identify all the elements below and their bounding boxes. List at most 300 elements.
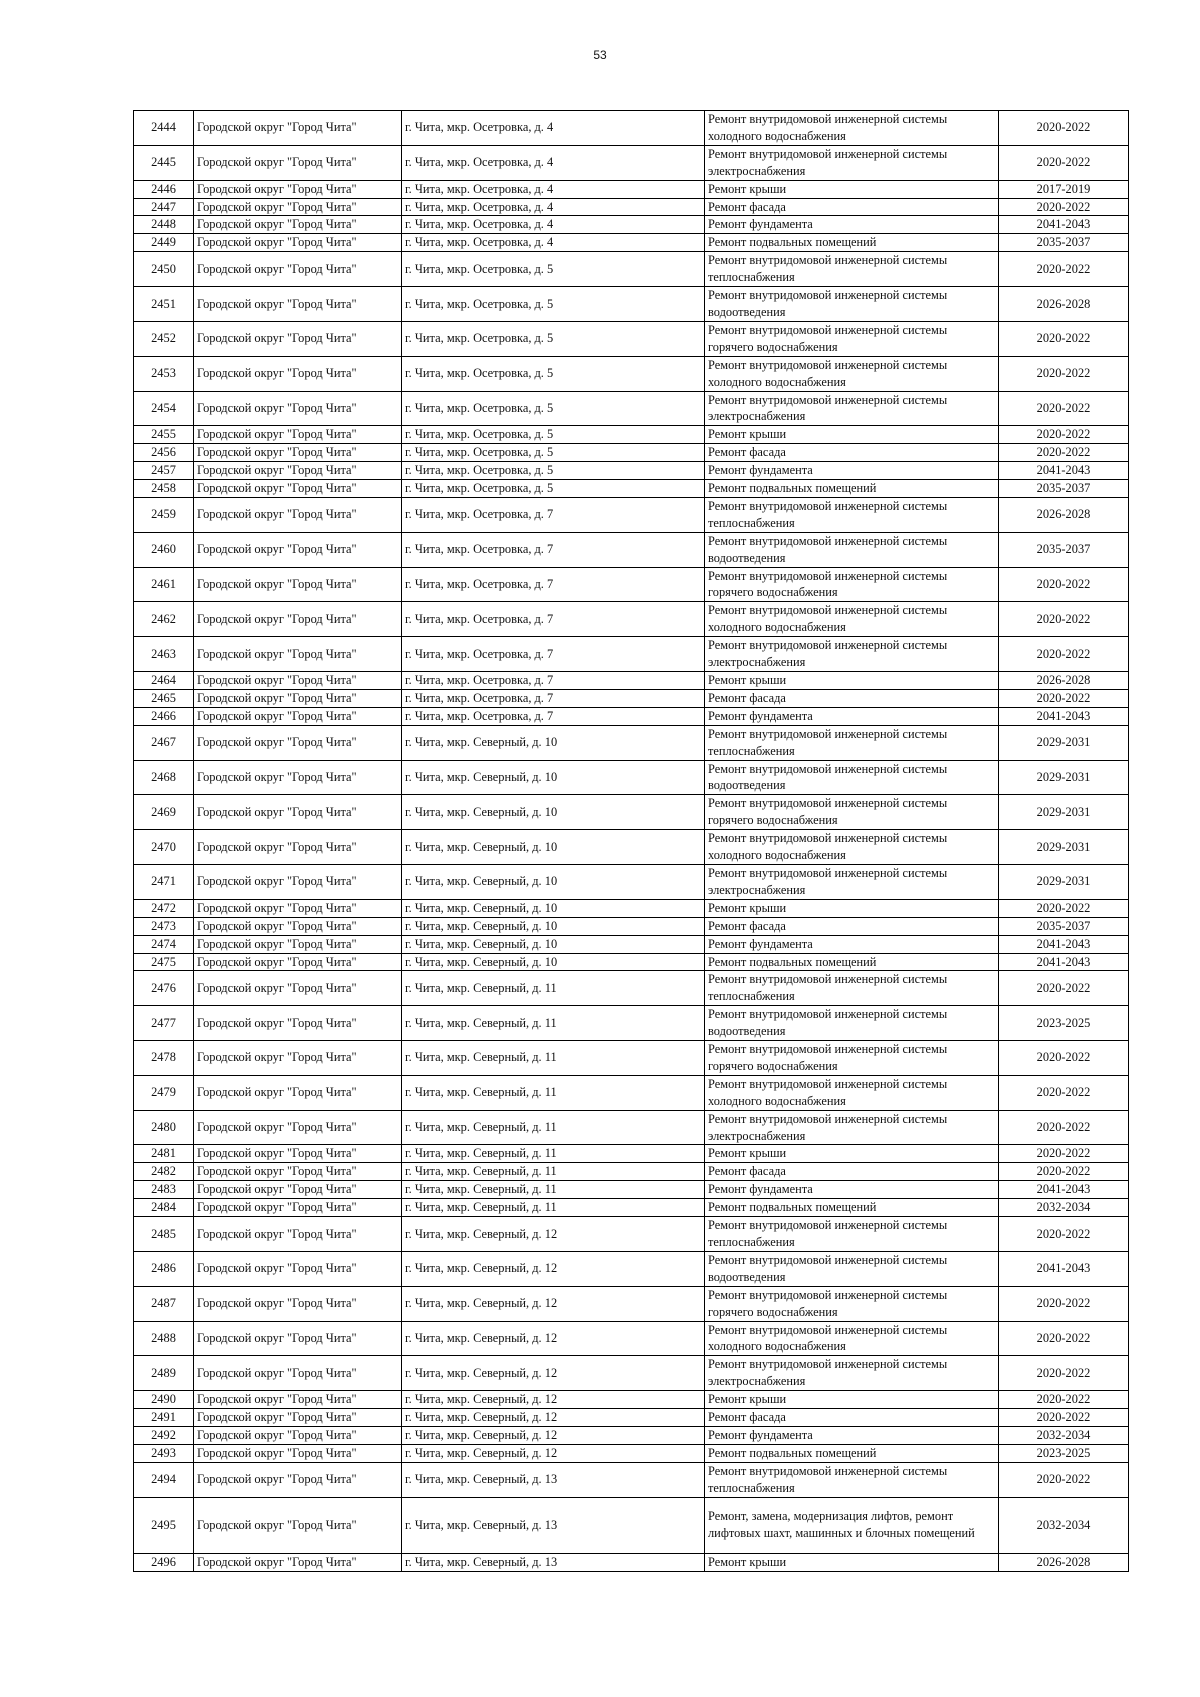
municipality-cell: Городской округ "Город Чита": [194, 1217, 402, 1252]
work-type-cell: Ремонт внутридомовой инженерной системы горячего водоснабжения: [705, 1041, 999, 1076]
work-type-cell: Ремонт крыши: [705, 1391, 999, 1409]
period-cell: 2020-2022: [999, 567, 1129, 602]
address-cell: г. Чита, мкр. Осетровка, д. 4: [402, 111, 705, 146]
period-cell: 2020-2022: [999, 689, 1129, 707]
table-row: [134, 1041, 1129, 1076]
address-cell: г. Чита, мкр. Осетровка, д. 5: [402, 462, 705, 480]
municipality-cell: Городской округ "Город Чита": [194, 426, 402, 444]
row-number-cell: 2476: [134, 971, 194, 1006]
address-cell: г. Чита, мкр. Осетровка, д. 5: [402, 444, 705, 462]
period-cell: 2020-2022: [999, 1145, 1129, 1163]
address-cell: г. Чита, мкр. Осетровка, д. 7: [402, 497, 705, 532]
work-type-cell: Ремонт внутридомовой инженерной системы электроснабжения: [705, 391, 999, 426]
period-cell: 2020-2022: [999, 1462, 1129, 1497]
repair-schedule-table: [133, 110, 1129, 1572]
table-row: [134, 1321, 1129, 1356]
municipality-cell: Городской округ "Город Чита": [194, 497, 402, 532]
municipality-cell: Городской округ "Город Чита": [194, 145, 402, 180]
municipality-cell: Городской округ "Город Чита": [194, 917, 402, 935]
work-type-cell: Ремонт внутридомовой инженерной системы водоотведения: [705, 1251, 999, 1286]
row-number-cell: 2486: [134, 1251, 194, 1286]
work-type-cell: Ремонт крыши: [705, 899, 999, 917]
municipality-cell: Городской округ "Город Чита": [194, 234, 402, 252]
work-type-cell: Ремонт фундамента: [705, 462, 999, 480]
address-cell: г. Чита, мкр. Северный, д. 10: [402, 830, 705, 865]
period-cell: 2041-2043: [999, 953, 1129, 971]
address-cell: г. Чита, мкр. Северный, д. 11: [402, 1199, 705, 1217]
municipality-cell: Городской округ "Город Чита": [194, 1321, 402, 1356]
row-number-cell: 2477: [134, 1006, 194, 1041]
period-cell: 2032-2034: [999, 1199, 1129, 1217]
table-row: [134, 1163, 1129, 1181]
work-type-cell: Ремонт внутридомовой инженерной системы теплоснабжения: [705, 252, 999, 287]
row-number-cell: 2447: [134, 198, 194, 216]
row-number-cell: 2445: [134, 145, 194, 180]
work-type-cell: Ремонт фундамента: [705, 1181, 999, 1199]
period-cell: 2041-2043: [999, 707, 1129, 725]
period-cell: 2020-2022: [999, 252, 1129, 287]
municipality-cell: Городской округ "Город Чита": [194, 252, 402, 287]
municipality-cell: Городской округ "Город Чита": [194, 287, 402, 322]
address-cell: г. Чита, мкр. Северный, д. 13: [402, 1462, 705, 1497]
work-type-cell: Ремонт внутридомовой инженерной системы теплоснабжения: [705, 497, 999, 532]
row-number-cell: 2455: [134, 426, 194, 444]
address-cell: г. Чита, мкр. Северный, д. 10: [402, 795, 705, 830]
period-cell: 2020-2022: [999, 1075, 1129, 1110]
municipality-cell: Городской округ "Город Чита": [194, 1497, 402, 1553]
work-type-cell: Ремонт внутридомовой инженерной системы электроснабжения: [705, 1110, 999, 1145]
address-cell: г. Чита, мкр. Северный, д. 12: [402, 1426, 705, 1444]
work-type-cell: Ремонт фасада: [705, 1409, 999, 1427]
row-number-cell: 2468: [134, 760, 194, 795]
table-row: [134, 971, 1129, 1006]
period-cell: 2041-2043: [999, 1251, 1129, 1286]
row-number-cell: 2487: [134, 1286, 194, 1321]
row-number-cell: 2491: [134, 1409, 194, 1427]
work-type-cell: Ремонт фасада: [705, 1163, 999, 1181]
table-row: [134, 1251, 1129, 1286]
work-type-cell: Ремонт фасада: [705, 689, 999, 707]
row-number-cell: 2474: [134, 935, 194, 953]
municipality-cell: Городской округ "Город Чита": [194, 480, 402, 498]
row-number-cell: 2479: [134, 1075, 194, 1110]
table-row: [134, 321, 1129, 356]
row-number-cell: 2449: [134, 234, 194, 252]
address-cell: г. Чита, мкр. Осетровка, д. 7: [402, 567, 705, 602]
address-cell: г. Чита, мкр. Осетровка, д. 4: [402, 216, 705, 234]
row-number-cell: 2458: [134, 480, 194, 498]
table-row: [134, 145, 1129, 180]
row-number-cell: 2460: [134, 532, 194, 567]
table-row: [134, 899, 1129, 917]
row-number-cell: 2453: [134, 356, 194, 391]
period-cell: 2020-2022: [999, 198, 1129, 216]
table-row: [134, 356, 1129, 391]
period-cell: 2032-2034: [999, 1426, 1129, 1444]
period-cell: 2020-2022: [999, 391, 1129, 426]
table-row: [134, 1444, 1129, 1462]
table-row: [134, 1409, 1129, 1427]
address-cell: г. Чита, мкр. Осетровка, д. 7: [402, 637, 705, 672]
table-row: [134, 1391, 1129, 1409]
table-row: [134, 637, 1129, 672]
row-number-cell: 2492: [134, 1426, 194, 1444]
period-cell: 2020-2022: [999, 1356, 1129, 1391]
municipality-cell: Городской округ "Город Чита": [194, 637, 402, 672]
address-cell: г. Чита, мкр. Осетровка, д. 5: [402, 321, 705, 356]
row-number-cell: 2457: [134, 462, 194, 480]
table-row: [134, 532, 1129, 567]
row-number-cell: 2461: [134, 567, 194, 602]
row-number-cell: 2471: [134, 864, 194, 899]
row-number-cell: 2466: [134, 707, 194, 725]
address-cell: г. Чита, мкр. Осетровка, д. 5: [402, 391, 705, 426]
period-cell: 2029-2031: [999, 864, 1129, 899]
period-cell: 2020-2022: [999, 444, 1129, 462]
row-number-cell: 2459: [134, 497, 194, 532]
period-cell: 2020-2022: [999, 145, 1129, 180]
address-cell: г. Чита, мкр. Северный, д. 11: [402, 971, 705, 1006]
table-row: [134, 1181, 1129, 1199]
row-number-cell: 2473: [134, 917, 194, 935]
address-cell: г. Чита, мкр. Осетровка, д. 7: [402, 672, 705, 690]
table-row: [134, 1199, 1129, 1217]
table-row: [134, 252, 1129, 287]
period-cell: 2020-2022: [999, 637, 1129, 672]
address-cell: г. Чита, мкр. Северный, д. 10: [402, 935, 705, 953]
row-number-cell: 2467: [134, 725, 194, 760]
address-cell: г. Чита, мкр. Северный, д. 10: [402, 760, 705, 795]
address-cell: г. Чита, мкр. Северный, д. 11: [402, 1041, 705, 1076]
table-row: [134, 760, 1129, 795]
address-cell: г. Чита, мкр. Северный, д. 10: [402, 864, 705, 899]
address-cell: г. Чита, мкр. Осетровка, д. 5: [402, 287, 705, 322]
table-row: [134, 180, 1129, 198]
period-cell: 2020-2022: [999, 899, 1129, 917]
work-type-cell: Ремонт фундамента: [705, 935, 999, 953]
period-cell: 2035-2037: [999, 234, 1129, 252]
row-number-cell: 2485: [134, 1217, 194, 1252]
row-number-cell: 2444: [134, 111, 194, 146]
municipality-cell: Городской округ "Город Чита": [194, 216, 402, 234]
work-type-cell: Ремонт внутридомовой инженерной системы холодного водоснабжения: [705, 830, 999, 865]
row-number-cell: 2456: [134, 444, 194, 462]
row-number-cell: 2482: [134, 1163, 194, 1181]
row-number-cell: 2470: [134, 830, 194, 865]
table-row: [134, 462, 1129, 480]
municipality-cell: Городской округ "Город Чита": [194, 444, 402, 462]
work-type-cell: Ремонт фундамента: [705, 707, 999, 725]
row-number-cell: 2495: [134, 1497, 194, 1553]
municipality-cell: Городской округ "Город Чита": [194, 1041, 402, 1076]
work-type-cell: Ремонт внутридомовой инженерной системы горячего водоснабжения: [705, 795, 999, 830]
row-number-cell: 2481: [134, 1145, 194, 1163]
address-cell: г. Чита, мкр. Северный, д. 12: [402, 1321, 705, 1356]
period-cell: 2020-2022: [999, 1321, 1129, 1356]
work-type-cell: Ремонт фасада: [705, 444, 999, 462]
period-cell: 2026-2028: [999, 672, 1129, 690]
address-cell: г. Чита, мкр. Северный, д. 12: [402, 1444, 705, 1462]
period-cell: 2035-2037: [999, 532, 1129, 567]
address-cell: г. Чита, мкр. Северный, д. 12: [402, 1356, 705, 1391]
row-number-cell: 2478: [134, 1041, 194, 1076]
table-row: [134, 725, 1129, 760]
address-cell: г. Чита, мкр. Осетровка, д. 4: [402, 234, 705, 252]
address-cell: г. Чита, мкр. Осетровка, д. 7: [402, 707, 705, 725]
work-type-cell: Ремонт внутридомовой инженерной системы горячего водоснабжения: [705, 1286, 999, 1321]
row-number-cell: 2484: [134, 1199, 194, 1217]
period-cell: 2017-2019: [999, 180, 1129, 198]
work-type-cell: Ремонт крыши: [705, 672, 999, 690]
row-number-cell: 2472: [134, 899, 194, 917]
address-cell: г. Чита, мкр. Северный, д. 12: [402, 1251, 705, 1286]
municipality-cell: Городской округ "Город Чита": [194, 935, 402, 953]
municipality-cell: Городской округ "Город Чита": [194, 760, 402, 795]
period-cell: 2029-2031: [999, 725, 1129, 760]
municipality-cell: Городской округ "Город Чита": [194, 1251, 402, 1286]
table-row: [134, 953, 1129, 971]
row-number-cell: 2469: [134, 795, 194, 830]
municipality-cell: Городской округ "Город Чита": [194, 391, 402, 426]
work-type-cell: Ремонт крыши: [705, 426, 999, 444]
address-cell: г. Чита, мкр. Северный, д. 11: [402, 1006, 705, 1041]
work-type-cell: Ремонт подвальных помещений: [705, 1444, 999, 1462]
row-number-cell: 2489: [134, 1356, 194, 1391]
period-cell: 2029-2031: [999, 830, 1129, 865]
work-type-cell: Ремонт подвальных помещений: [705, 953, 999, 971]
period-cell: 2020-2022: [999, 111, 1129, 146]
municipality-cell: Городской округ "Город Чита": [194, 1110, 402, 1145]
table-row: [134, 1426, 1129, 1444]
row-number-cell: 2488: [134, 1321, 194, 1356]
address-cell: г. Чита, мкр. Осетровка, д. 5: [402, 252, 705, 287]
table-row: [134, 864, 1129, 899]
address-cell: г. Чита, мкр. Осетровка, д. 7: [402, 602, 705, 637]
work-type-cell: Ремонт внутридомовой инженерной системы водоотведения: [705, 1006, 999, 1041]
row-number-cell: 2493: [134, 1444, 194, 1462]
address-cell: г. Чита, мкр. Северный, д. 11: [402, 1163, 705, 1181]
row-number-cell: 2454: [134, 391, 194, 426]
municipality-cell: Городской округ "Город Чита": [194, 672, 402, 690]
period-cell: 2020-2022: [999, 321, 1129, 356]
period-cell: 2020-2022: [999, 426, 1129, 444]
table-row: [134, 444, 1129, 462]
address-cell: г. Чита, мкр. Осетровка, д. 5: [402, 426, 705, 444]
table-row: [134, 234, 1129, 252]
period-cell: 2041-2043: [999, 462, 1129, 480]
table-row: [134, 1145, 1129, 1163]
address-cell: г. Чита, мкр. Осетровка, д. 4: [402, 198, 705, 216]
work-type-cell: Ремонт фасада: [705, 917, 999, 935]
address-cell: г. Чита, мкр. Северный, д. 10: [402, 953, 705, 971]
period-cell: 2035-2037: [999, 917, 1129, 935]
row-number-cell: 2463: [134, 637, 194, 672]
period-cell: 2041-2043: [999, 216, 1129, 234]
period-cell: 2020-2022: [999, 1217, 1129, 1252]
table-row: [134, 689, 1129, 707]
table-row: [134, 1497, 1129, 1553]
municipality-cell: Городской округ "Город Чита": [194, 1163, 402, 1181]
work-type-cell: Ремонт фундамента: [705, 216, 999, 234]
address-cell: г. Чита, мкр. Северный, д. 13: [402, 1553, 705, 1571]
municipality-cell: Городской округ "Город Чита": [194, 462, 402, 480]
municipality-cell: Городской округ "Город Чита": [194, 1356, 402, 1391]
municipality-cell: Городской округ "Город Чита": [194, 1391, 402, 1409]
municipality-cell: Городской округ "Город Чита": [194, 198, 402, 216]
table-row: [134, 795, 1129, 830]
municipality-cell: Городской округ "Город Чита": [194, 689, 402, 707]
work-type-cell: Ремонт внутридомовой инженерной системы холодного водоснабжения: [705, 602, 999, 637]
period-cell: 2029-2031: [999, 760, 1129, 795]
work-type-cell: Ремонт внутридомовой инженерной системы горячего водоснабжения: [705, 321, 999, 356]
table-row: [134, 426, 1129, 444]
period-cell: 2035-2037: [999, 480, 1129, 498]
row-number-cell: 2448: [134, 216, 194, 234]
table-body: [134, 111, 1129, 1572]
table-row: [134, 567, 1129, 602]
work-type-cell: Ремонт внутридомовой инженерной системы холодного водоснабжения: [705, 1075, 999, 1110]
work-type-cell: Ремонт внутридомовой инженерной системы теплоснабжения: [705, 971, 999, 1006]
address-cell: г. Чита, мкр. Северный, д. 11: [402, 1181, 705, 1199]
address-cell: г. Чита, мкр. Северный, д. 11: [402, 1075, 705, 1110]
work-type-cell: Ремонт внутридомовой инженерной системы электроснабжения: [705, 864, 999, 899]
work-type-cell: Ремонт фасада: [705, 198, 999, 216]
address-cell: г. Чита, мкр. Осетровка, д. 5: [402, 480, 705, 498]
work-type-cell: Ремонт подвальных помещений: [705, 234, 999, 252]
work-type-cell: Ремонт крыши: [705, 1553, 999, 1571]
address-cell: г. Чита, мкр. Осетровка, д. 4: [402, 180, 705, 198]
work-type-cell: Ремонт внутридомовой инженерной системы электроснабжения: [705, 637, 999, 672]
table-row: [134, 391, 1129, 426]
address-cell: г. Чита, мкр. Осетровка, д. 7: [402, 532, 705, 567]
municipality-cell: Городской округ "Город Чита": [194, 953, 402, 971]
municipality-cell: Городской округ "Город Чита": [194, 111, 402, 146]
municipality-cell: Городской округ "Город Чита": [194, 1444, 402, 1462]
period-cell: 2026-2028: [999, 287, 1129, 322]
work-type-cell: Ремонт внутридомовой инженерной системы теплоснабжения: [705, 1462, 999, 1497]
row-number-cell: 2446: [134, 180, 194, 198]
municipality-cell: Городской округ "Город Чита": [194, 1145, 402, 1163]
work-type-cell: Ремонт, замена, модернизация лифтов, ремонт лифтовых шахт, машинных и блочных помещений: [705, 1497, 999, 1553]
table-row: [134, 1110, 1129, 1145]
work-type-cell: Ремонт внутридомовой инженерной системы электроснабжения: [705, 145, 999, 180]
period-cell: 2020-2022: [999, 1041, 1129, 1076]
row-number-cell: 2490: [134, 1391, 194, 1409]
row-number-cell: 2475: [134, 953, 194, 971]
municipality-cell: Городской округ "Город Чита": [194, 356, 402, 391]
period-cell: 2020-2022: [999, 1391, 1129, 1409]
address-cell: г. Чита, мкр. Осетровка, д. 7: [402, 689, 705, 707]
period-cell: 2020-2022: [999, 971, 1129, 1006]
address-cell: г. Чита, мкр. Северный, д. 10: [402, 899, 705, 917]
address-cell: г. Чита, мкр. Северный, д. 12: [402, 1286, 705, 1321]
work-type-cell: Ремонт крыши: [705, 180, 999, 198]
municipality-cell: Городской округ "Город Чита": [194, 1409, 402, 1427]
municipality-cell: Городской округ "Город Чита": [194, 532, 402, 567]
table-row: [134, 830, 1129, 865]
work-type-cell: Ремонт внутридомовой инженерной системы водоотведения: [705, 532, 999, 567]
row-number-cell: 2451: [134, 287, 194, 322]
work-type-cell: Ремонт внутридомовой инженерной системы холодного водоснабжения: [705, 1321, 999, 1356]
period-cell: 2020-2022: [999, 1163, 1129, 1181]
row-number-cell: 2496: [134, 1553, 194, 1571]
period-cell: 2041-2043: [999, 1181, 1129, 1199]
work-type-cell: Ремонт внутридомовой инженерной системы электроснабжения: [705, 1356, 999, 1391]
table-row: [134, 198, 1129, 216]
municipality-cell: Городской округ "Город Чита": [194, 725, 402, 760]
municipality-cell: Городской округ "Город Чита": [194, 795, 402, 830]
table-row: [134, 935, 1129, 953]
work-type-cell: Ремонт внутридомовой инженерной системы холодного водоснабжения: [705, 111, 999, 146]
municipality-cell: Городской округ "Город Чита": [194, 1462, 402, 1497]
row-number-cell: 2483: [134, 1181, 194, 1199]
row-number-cell: 2464: [134, 672, 194, 690]
period-cell: 2032-2034: [999, 1497, 1129, 1553]
table-row: [134, 1286, 1129, 1321]
table-row: [134, 1217, 1129, 1252]
work-type-cell: Ремонт внутридомовой инженерной системы водоотведения: [705, 760, 999, 795]
period-cell: 2020-2022: [999, 1409, 1129, 1427]
period-cell: 2020-2022: [999, 356, 1129, 391]
period-cell: 2026-2028: [999, 497, 1129, 532]
row-number-cell: 2494: [134, 1462, 194, 1497]
period-cell: 2020-2022: [999, 1286, 1129, 1321]
table-row: [134, 1075, 1129, 1110]
row-number-cell: 2462: [134, 602, 194, 637]
table-row: [134, 707, 1129, 725]
table-row: [134, 1553, 1129, 1571]
work-type-cell: Ремонт внутридомовой инженерной системы холодного водоснабжения: [705, 356, 999, 391]
address-cell: г. Чита, мкр. Северный, д. 11: [402, 1145, 705, 1163]
page-number: 53: [593, 48, 607, 62]
table-row: [134, 480, 1129, 498]
table-row: [134, 672, 1129, 690]
municipality-cell: Городской округ "Город Чита": [194, 1286, 402, 1321]
table-row: [134, 216, 1129, 234]
work-type-cell: Ремонт внутридомовой инженерной системы горячего водоснабжения: [705, 567, 999, 602]
period-cell: 2020-2022: [999, 602, 1129, 637]
municipality-cell: Городской округ "Город Чита": [194, 1006, 402, 1041]
period-cell: 2023-2025: [999, 1006, 1129, 1041]
table-row: [134, 602, 1129, 637]
work-type-cell: Ремонт крыши: [705, 1145, 999, 1163]
municipality-cell: Городской округ "Город Чита": [194, 1181, 402, 1199]
row-number-cell: 2480: [134, 1110, 194, 1145]
municipality-cell: Городской округ "Город Чита": [194, 180, 402, 198]
address-cell: г. Чита, мкр. Северный, д. 10: [402, 725, 705, 760]
table-row: [134, 1356, 1129, 1391]
work-type-cell: Ремонт внутридомовой инженерной системы теплоснабжения: [705, 725, 999, 760]
table-row: [134, 287, 1129, 322]
municipality-cell: Городской округ "Город Чита": [194, 567, 402, 602]
table-row: [134, 1006, 1129, 1041]
period-cell: 2041-2043: [999, 935, 1129, 953]
address-cell: г. Чита, мкр. Северный, д. 11: [402, 1110, 705, 1145]
municipality-cell: Городской округ "Город Чита": [194, 1426, 402, 1444]
table-row: [134, 917, 1129, 935]
address-cell: г. Чита, мкр. Северный, д. 12: [402, 1409, 705, 1427]
work-type-cell: Ремонт фундамента: [705, 1426, 999, 1444]
work-type-cell: Ремонт подвальных помещений: [705, 480, 999, 498]
table-row: [134, 1462, 1129, 1497]
work-type-cell: Ремонт подвальных помещений: [705, 1199, 999, 1217]
period-cell: 2029-2031: [999, 795, 1129, 830]
municipality-cell: Городской округ "Город Чита": [194, 864, 402, 899]
municipality-cell: Городской округ "Город Чита": [194, 321, 402, 356]
municipality-cell: Городской округ "Город Чита": [194, 1199, 402, 1217]
address-cell: г. Чита, мкр. Северный, д. 13: [402, 1497, 705, 1553]
work-type-cell: Ремонт внутридомовой инженерной системы теплоснабжения: [705, 1217, 999, 1252]
